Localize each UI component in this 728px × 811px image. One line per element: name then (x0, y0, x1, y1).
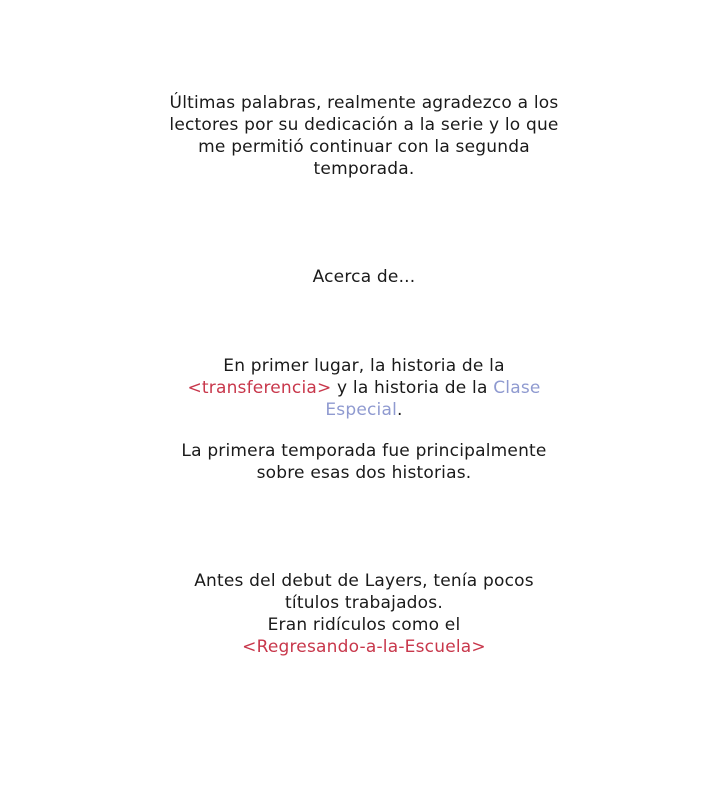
debut-line: Antes del debut de Layers, tenía pocos (194, 571, 534, 591)
history-line-3 (0, 399, 728, 421)
intro-paragraph (0, 92, 728, 180)
clase-highlight: Clase (493, 378, 541, 398)
intro-line: me permitió continuar con la segunda (198, 137, 530, 157)
transferencia-highlight: <transferencia> (187, 378, 332, 398)
intro-line: Últimas palabras, realmente agradezco a los (169, 93, 559, 113)
season-line: sobre esas dos historias. (256, 463, 472, 483)
history-line: En primer lugar, la historia de la (223, 356, 505, 376)
season-line: La primera temporada fue principalmente (181, 441, 547, 461)
section-heading (0, 266, 728, 288)
intro-line: lectores por su dedicación a la serie y lo que (169, 115, 559, 135)
history-end-text: . (397, 400, 403, 420)
intro-line: temporada. (313, 159, 415, 179)
debut-line: Eran ridículos como el (267, 615, 461, 635)
heading-text: Acerca de... (312, 267, 416, 287)
regresando-highlight: <Regresando-a-la-Escuela> (242, 637, 486, 657)
history-line-2 (0, 377, 728, 399)
debut-paragraph (0, 570, 728, 658)
history-paragraph (0, 355, 728, 421)
history-middle-text: y la historia de la (331, 378, 494, 398)
season-paragraph (0, 440, 728, 484)
especial-highlight: Especial (325, 400, 398, 420)
debut-line: títulos trabajados. (285, 593, 443, 613)
